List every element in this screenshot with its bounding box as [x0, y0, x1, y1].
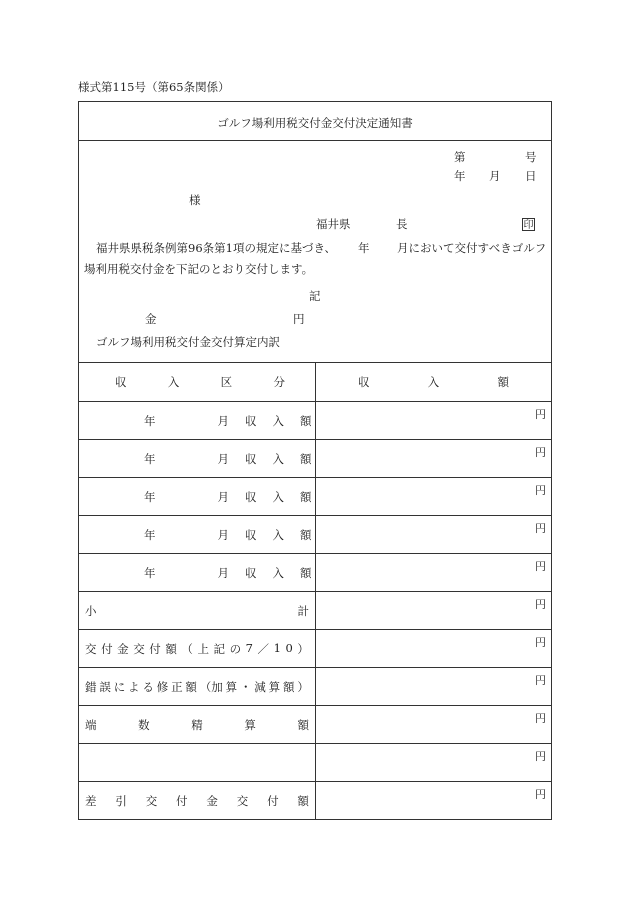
monthly-income-label	[79, 478, 316, 516]
label-char: 修	[156, 679, 169, 694]
date-year: 年	[454, 169, 466, 183]
label-char: 精	[191, 717, 203, 732]
label-char: 算	[225, 679, 238, 694]
label-char: 差	[85, 793, 97, 808]
label-char: 金	[206, 793, 218, 808]
label-char: 交	[85, 641, 97, 656]
label-char: 額	[300, 451, 312, 466]
body-line1-c: 月において交付すべきゴルフ	[397, 241, 547, 255]
label-char: 額	[300, 413, 312, 428]
hdr-char: 入	[167, 375, 180, 389]
yen-unit: 円	[535, 560, 546, 573]
number-suffix: 号	[525, 150, 537, 164]
subtotal-label	[79, 592, 316, 630]
label-char: 小	[85, 603, 97, 618]
label-char: 額	[300, 565, 312, 580]
label-char: に	[113, 679, 126, 694]
label-char: ）	[297, 641, 309, 656]
month-char: 月	[217, 413, 229, 428]
hdr-char: 収	[358, 375, 370, 389]
rounding-label	[79, 706, 316, 744]
label-char: 減	[254, 679, 266, 694]
label-char: 収	[245, 413, 257, 428]
monthly-income-label	[79, 554, 316, 592]
label-char: 算	[244, 717, 256, 732]
table-header-row	[79, 363, 552, 402]
document-title: ゴルフ場利用税交付金交付決定通知書	[217, 116, 413, 130]
seal-mark: 印	[523, 220, 534, 231]
monthly-income-label	[79, 440, 316, 478]
table-row	[79, 554, 552, 592]
monthly-income-label	[79, 402, 316, 440]
label-char: 額	[282, 679, 295, 694]
table-row	[79, 782, 552, 820]
label-char: 記	[213, 641, 225, 656]
label-char: 誤	[99, 679, 111, 694]
issuer-title: 長	[396, 217, 408, 231]
label-char: 額	[165, 641, 177, 656]
label-char: 7	[245, 640, 253, 655]
label-char: 入	[272, 565, 284, 580]
label-char: 0	[285, 640, 293, 655]
form-number: 様式第115号（第65条関係）	[78, 80, 230, 94]
amount-cell[interactable]	[316, 554, 552, 592]
year-char: 年	[144, 413, 156, 428]
label-char: 入	[272, 413, 284, 428]
month-char: 月	[217, 489, 229, 504]
label-char: 交	[133, 641, 145, 656]
label-char: 正	[171, 679, 183, 694]
label-char: 額	[300, 489, 312, 504]
table-row	[79, 440, 552, 478]
label-char: 算	[268, 679, 281, 694]
yen-unit: 円	[535, 674, 546, 687]
month-char: 月	[217, 451, 229, 466]
label-char: 付	[149, 641, 161, 656]
label-char: 額	[297, 717, 309, 732]
addressee-sama: 様	[189, 193, 201, 207]
label-char: 収	[245, 489, 257, 504]
year-char: 年	[144, 489, 156, 504]
label-char: ）	[297, 679, 309, 694]
label-char: 入	[272, 527, 284, 542]
label-char: 額	[185, 679, 197, 694]
month-char: 月	[217, 527, 229, 542]
amount-cell[interactable]	[316, 516, 552, 554]
label-char: ／	[257, 641, 270, 656]
year-char: 年	[144, 565, 156, 580]
label-char: 端	[85, 717, 97, 732]
year-char: 年	[144, 451, 156, 466]
yen-unit: 円	[535, 598, 546, 611]
monthly-income-label	[79, 516, 316, 554]
blank-label-cell[interactable]	[79, 744, 316, 782]
yen-unit: 円	[535, 408, 546, 421]
label-char: 収	[245, 527, 257, 542]
amount-yen: 円	[293, 312, 305, 326]
label-char: 引	[115, 793, 127, 808]
yen-unit: 円	[535, 446, 546, 459]
hdr-char: 収	[115, 375, 127, 389]
label-char: る	[142, 679, 154, 694]
header-income-amount	[316, 363, 552, 402]
body-line1-year: 年	[358, 241, 370, 255]
ki-heading: 記	[309, 289, 321, 303]
yen-unit: 円	[535, 750, 546, 763]
amount-cell[interactable]	[316, 592, 552, 630]
yen-unit: 円	[535, 484, 546, 497]
grant-amount-label	[79, 630, 316, 668]
amount-cell[interactable]	[316, 630, 552, 668]
label-char: 上	[197, 641, 209, 656]
issuer-prefecture: 福井県	[316, 217, 351, 231]
label-char: の	[229, 641, 242, 656]
body-line2: 場利用税交付金を下記のとおり交付します。	[84, 262, 314, 276]
hdr-char: 入	[427, 375, 440, 389]
amount-cell[interactable]	[316, 668, 552, 706]
amount-cell[interactable]	[316, 744, 552, 782]
label-char: 交	[145, 793, 158, 808]
table-row	[79, 402, 552, 440]
yen-unit: 円	[535, 788, 546, 801]
breakdown-label: ゴルフ場利用税交付金交付算定内訳	[96, 335, 280, 349]
amount-cell[interactable]	[316, 402, 552, 440]
breakdown-table	[78, 362, 552, 820]
label-char: 付	[176, 793, 188, 808]
month-char: 月	[217, 565, 229, 580]
amount-cell[interactable]	[316, 706, 552, 744]
table-row	[79, 516, 552, 554]
header-income-category	[79, 363, 316, 402]
label-char: （加	[199, 679, 223, 694]
table-row	[79, 592, 552, 630]
date-month: 月	[489, 169, 501, 183]
label-char: 収	[245, 451, 257, 466]
yen-unit: 円	[535, 636, 546, 649]
table-row	[79, 706, 552, 744]
label-char: 額	[297, 793, 309, 808]
title-box	[78, 101, 552, 141]
amount-cell[interactable]	[316, 782, 552, 820]
number-prefix: 第	[454, 150, 466, 164]
table-row	[79, 478, 552, 516]
label-char: 交	[236, 793, 249, 808]
amount-kin: 金	[145, 312, 157, 326]
correction-label	[79, 668, 316, 706]
label-char: 収	[245, 565, 257, 580]
yen-unit: 円	[535, 522, 546, 535]
label-char: 1	[273, 640, 281, 655]
label-char: 計	[297, 603, 309, 618]
date-day: 日	[525, 169, 537, 183]
label-char: よ	[128, 679, 140, 694]
body-line1-a: 福井県県税条例第96条第1項の規定に基づき、	[96, 241, 336, 255]
label-char: 付	[101, 641, 113, 656]
label-char: 付	[267, 793, 279, 808]
label-char: 金	[117, 641, 129, 656]
hdr-char: 区	[220, 375, 233, 389]
hdr-char: 額	[497, 375, 509, 389]
label-char: （	[181, 641, 193, 656]
label-char: 錯	[85, 679, 97, 694]
label-char: ・	[239, 679, 252, 694]
yen-unit: 円	[535, 712, 546, 725]
label-char: 数	[138, 717, 150, 732]
label-char: 入	[272, 489, 284, 504]
table-row	[79, 668, 552, 706]
table-row	[79, 744, 552, 782]
amount-cell[interactable]	[316, 440, 552, 478]
hdr-char: 分	[273, 375, 285, 389]
table-row	[79, 630, 552, 668]
amount-cell[interactable]	[316, 478, 552, 516]
label-char: 入	[272, 451, 284, 466]
year-char: 年	[144, 527, 156, 542]
label-char: 額	[300, 527, 312, 542]
net-grant-label	[79, 782, 316, 820]
